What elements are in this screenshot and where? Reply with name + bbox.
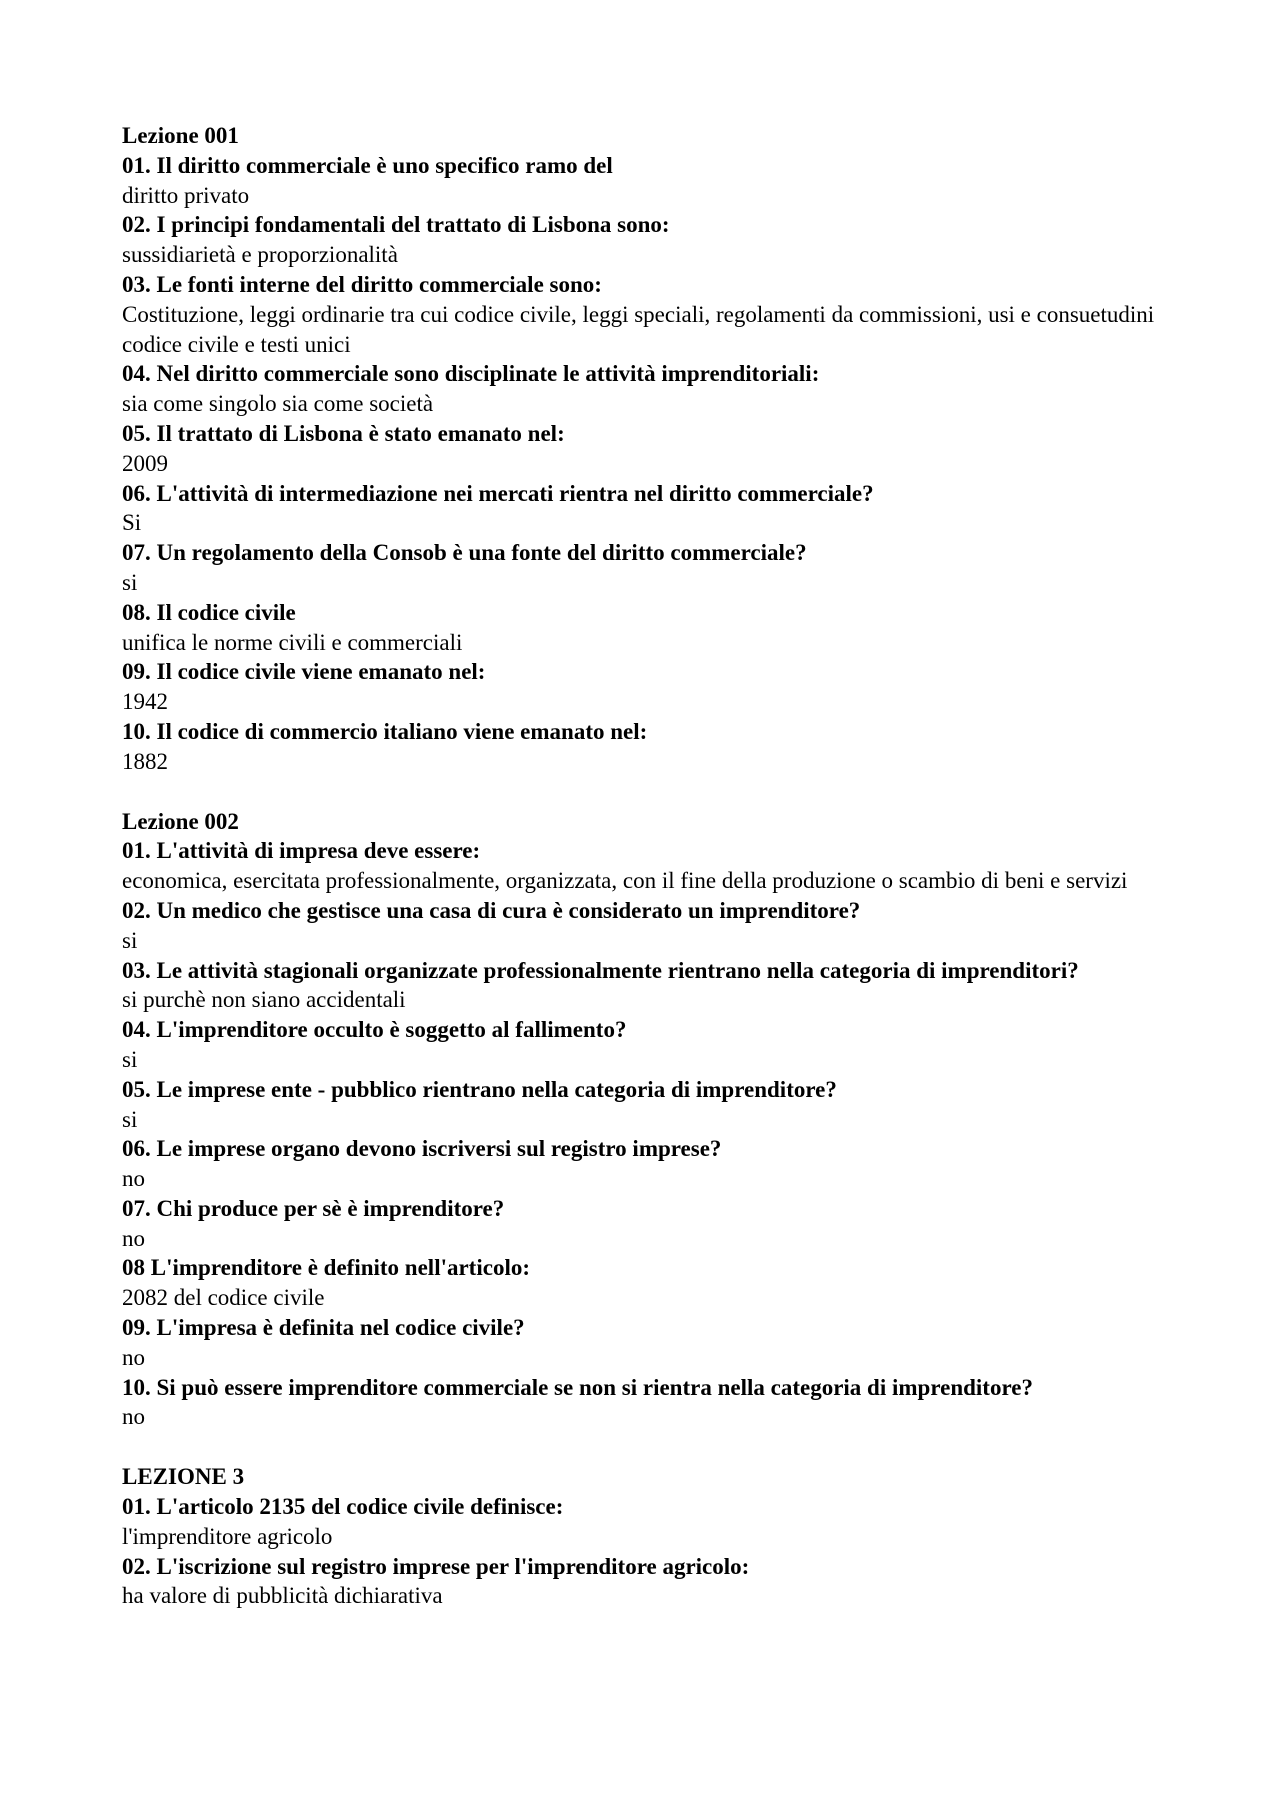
lesson-section [122, 1462, 1182, 1611]
answer: ha valore di pubblicità dichiarativa [122, 1583, 443, 1609]
lesson-title: Lezione 002 [122, 808, 239, 834]
answer: si [122, 927, 138, 953]
answer: no [122, 1166, 145, 1192]
answer: economica, esercitata professionalmente, organizzata, con il fine della produzione o scambio di beni e servizi [122, 868, 1128, 894]
answer: no [122, 1404, 145, 1430]
answer: diritto privato [122, 182, 250, 208]
question: 04. Nel diritto commerciale sono disciplinate le attività imprenditoriali: [122, 361, 820, 387]
answer: sussidiarietà e proporzionalità [122, 242, 398, 268]
question: 08. Il codice civile [122, 599, 296, 625]
lesson-section [122, 807, 1182, 1433]
lesson-title: Lezione 001 [122, 123, 239, 148]
question: 07. Un regolamento della Consob è una fonte del diritto commerciale? [122, 540, 807, 566]
question: 01. L'articolo 2135 del codice civile definisce: [122, 1494, 564, 1520]
answer: 2009 [122, 450, 168, 476]
question: 10. Il codice di commercio italiano viene emanato nel: [122, 718, 648, 744]
answer: si purchè non siano accidentali [122, 987, 406, 1013]
question: 06. Le imprese organo devono iscriversi sul registro imprese? [122, 1136, 722, 1162]
question: 05. Le imprese ente - pubblico rientrano nella categoria di imprenditore? [122, 1076, 837, 1102]
question: 07. Chi produce per sè è imprenditore? [122, 1195, 505, 1221]
answer: sia come singolo sia come società [122, 391, 434, 417]
question: 03. Le fonti interne del diritto commerciale sono: [122, 271, 602, 297]
lesson-section [122, 121, 1182, 777]
question: 05. Il trattato di Lisbona è stato emanato nel: [122, 420, 565, 446]
answer: l'imprenditore agricolo [122, 1523, 333, 1549]
question: 02. Un medico che gestisce una casa di cura è considerato un imprenditore? [122, 897, 861, 923]
answer: si [122, 1046, 138, 1072]
document-page [122, 121, 1182, 1611]
question: 09. Il codice civile viene emanato nel: [122, 659, 486, 685]
answer: no [122, 1225, 145, 1251]
answer: si [122, 569, 138, 595]
question: 03. Le attività stagionali organizzate professionalmente rientrano nella categoria di imprenditori? [122, 957, 1079, 983]
question: 06. L'attività di intermediazione nei mercati rientra nel diritto commerciale? [122, 480, 874, 506]
question: 08 L'imprenditore è definito nell'articolo: [122, 1255, 530, 1281]
question: 09. L'impresa è definita nel codice civile? [122, 1315, 525, 1341]
lesson-title: LEZIONE 3 [122, 1464, 245, 1490]
answer: 1882 [122, 748, 168, 774]
answer: no [122, 1344, 145, 1370]
answer: Costituzione, leggi ordinarie tra cui codice civile, leggi speciali, regolamenti da commissioni, usi e consuetudini codice civile e testi unici [122, 301, 1155, 357]
question: 01. L'attività di impresa deve essere: [122, 838, 481, 864]
question: 01. Il diritto commerciale è uno specifico ramo del [122, 152, 613, 178]
question: 02. I principi fondamentali del trattato di Lisbona sono: [122, 212, 670, 238]
question: 02. L'iscrizione sul registro imprese per l'imprenditore agricolo: [122, 1553, 750, 1579]
answer: si [122, 1106, 138, 1132]
question: 04. L'imprenditore occulto è soggetto al fallimento? [122, 1017, 627, 1043]
answer: 1942 [122, 689, 168, 715]
question: 10. Si può essere imprenditore commerciale se non si rientra nella categoria di imprenditore? [122, 1374, 1033, 1400]
answer: 2082 del codice civile [122, 1285, 325, 1311]
answer: unifica le norme civili e commerciali [122, 629, 463, 655]
answer: Si [122, 510, 142, 536]
